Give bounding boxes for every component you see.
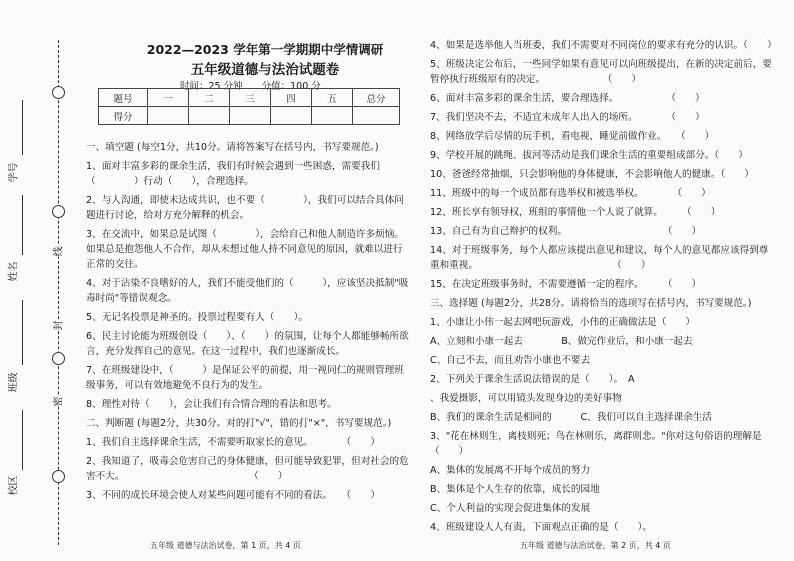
question-item: 1、小康让小伟一起去网吧玩游戏，小伟的正确做法是（ ） (430, 317, 696, 328)
score-entry[interactable] (230, 107, 271, 125)
score-entry[interactable] (189, 107, 230, 125)
option-line: B、集体是个人生存的依靠，成长的园地 (430, 484, 600, 495)
section-heading-true-false: 二、判断题 (每题2分，共30分。对的打"√"，错的打"×"，书写要规范。) (86, 418, 392, 429)
exam-title: 2022—2023 学年第一学期期中学情调研 (146, 42, 384, 57)
question-item: 3、不同的成长环境会使人对某些问题可能有不同的看法。 （ ） (86, 490, 380, 501)
score-cell: 五 (312, 89, 353, 107)
student-number-field[interactable] (22, 100, 23, 155)
question-item: 2、与人沟通，即使未达成共识，也不要（ ），我们可以结合具体问题进行讨论，给对方充分解释的机会。 (86, 195, 404, 221)
score-entry[interactable] (271, 107, 312, 125)
option-line: B、我们的课余生活是相同的 C、我们可以自主选择课余生活 (430, 412, 712, 423)
score-row-label: 得分 (99, 107, 148, 125)
student-number-label: 学号 (8, 162, 20, 183)
question-item: 2、我知道了，吸毒会危害自己的身体健康，但可能导致犯罪，但对社会的危害不大。 （ ） (86, 456, 409, 482)
question-item: 3、"花在林则生，离枝则死；鸟在林则乐，离群则悲。"你对这句俗语的理解是（ ） (430, 431, 762, 457)
question-item: 11、班级中的每一个成员都有选举权和被选举权。 （ ） (430, 188, 711, 199)
score-cell: 总分 (353, 89, 400, 107)
binding-strip (0, 0, 82, 561)
score-table (98, 88, 400, 125)
question-item: 15、在决定班级事务时，不需要遵循一定的程序。 （ ） (430, 279, 702, 290)
question-item: 5、无记名投票是神圣的。投票过程要有人（ ）。 (86, 312, 308, 323)
binding-hole (52, 470, 65, 483)
section-heading-multiple-choice: 三、选择题 (每题2分，共28分。请将恰当的选项写在括号内，书写要规范。) (430, 298, 752, 309)
score-entry[interactable] (353, 107, 400, 125)
question-item: 12、班长享有领导权，班组的事情他一个人说了就算。 （ ） (430, 207, 721, 218)
score-cell: 二 (189, 89, 230, 107)
campus-field[interactable] (22, 410, 23, 470)
exam-score: 分值：100 分 (261, 81, 321, 92)
binding-hole (52, 352, 65, 365)
option-line: A、集体的发展离不开每个成员的努力 (430, 465, 591, 476)
question-item: 7、在班级建设中，（ ）是保证公平的前提，用一视同仁的规则管理班级事务，可以有效地避免不良行为的发生。 (86, 365, 404, 391)
question-item: 1、面对丰富多彩的课余生活，我们有时候会遇到一些困惑，需要我们（ ）行动（ ），合理选择。 (86, 161, 380, 187)
option-line: C、个人利益的实现会促进集体的发展 (430, 503, 591, 514)
question-item: 3、在交流中，如果总是试图（ ），会给自己和他人制造许多烦恼。如果总是抱怨他人不合作，却从未想过他人持不同意见的原因，就难以进行正常的交往。 (86, 229, 404, 270)
score-entry[interactable] (312, 107, 353, 125)
exam-time: 时间：25 分钟 (180, 81, 243, 92)
name-label: 姓名 (8, 261, 20, 282)
question-item: 4、班级建设人人有责，下面观点正确的是（ ）。 (430, 522, 652, 533)
score-cell: 三 (230, 89, 271, 107)
binding-hole (52, 86, 65, 99)
option-line: 、我爱摄影，可以用镜头发现身边的美好事物 (430, 393, 622, 404)
score-cell: 题号 (99, 89, 148, 107)
question-item: 10、爸爸经常抽烟，只会影响他的身体健康，不会影响他人的健康。（ ） (430, 169, 755, 180)
exam-subtitle: 五年级道德与法治试题卷 (190, 62, 340, 78)
score-cell: 四 (271, 89, 312, 107)
question-item: 2、下列关于课余生活说法错误的是（ ）。 A (430, 374, 635, 385)
question-item: 6、民主讨论能为班级创设（ ）、（ ）的氛围，让每个人都能够畅所欲言，充分发挥自己的意见。在这一过程中，我们也逐渐成长。 (86, 331, 409, 357)
binding-hole (52, 205, 65, 218)
score-cell: 一 (148, 89, 189, 107)
score-entry[interactable] (148, 107, 189, 125)
right-column (430, 38, 775, 539)
question-item: 13、自己有为自己辩护的权利。 （ ） (430, 226, 702, 237)
score-table-score-row (99, 107, 400, 125)
campus-label: 校区 (8, 475, 20, 496)
class-field[interactable] (22, 300, 23, 365)
question-item: 1、我们自主选择课余生活，不需要听取家长的意见。 （ ） (86, 437, 380, 448)
question-item: 14、对于班级事务，每个人都应该提出意见和建议，每个人的意见都应该得到尊重和重视。 （ ） (430, 245, 769, 271)
question-item: 8、理性对待（ ），会让我们有合情合理的看法和思考。 (86, 399, 337, 410)
question-item: 9、学校开展的跳绳、拔河等活动是我们课余生活的重要组成部分。（ ） (430, 150, 748, 161)
score-table-header-row (99, 89, 400, 107)
question-item: 7、我们坚决不去，不适宜未成年人出入的场所。 （ ） (430, 112, 705, 123)
question-item: 8、网络放学后尽情的玩手机，看电视，睡觉前做作业。 （ ） (430, 131, 715, 142)
option-line: C、自己不去，而且劝告小康也不要去 (430, 355, 591, 366)
option-line: A、立刻和小康一起去 B、做完作业后，和小康一起去 (430, 336, 693, 347)
binding-char-feng: 封 (49, 321, 66, 331)
section-heading-fill-blank: 一、填空题 (每空1分，共10分。请将答案写在括号内，书写要规范。) (86, 142, 379, 153)
question-item: 5、班级决定公布后，一些同学如果有意见可以向班级提出，在新的决定前后，要暂停执行班级原有的决定。 （ ） (430, 59, 772, 85)
binding-char-mi: 密 (49, 397, 66, 407)
question-item: 6、面对丰富多彩的课余生活，要合理选择。 （ ） (430, 93, 705, 104)
left-column (86, 140, 412, 507)
name-field[interactable] (22, 195, 23, 255)
page-footer-left: 五年级 道德与法治试卷，第 1 页，共 4 页 (150, 541, 301, 550)
question-item: 4、如果是选举他人当班委，我们不需要对不同岗位的要求有充分的认识。（ ） (430, 40, 777, 51)
class-label: 班级 (8, 372, 20, 393)
question-item: 4、对于沾染不良嗜好的人，我们不能受他们的（ ），应该坚决抵制"吸毒时尚"等错误观念。 (86, 278, 409, 304)
page-footer-right: 五年级 道德与法治试卷，第 2 页，共 4 页 (520, 541, 671, 550)
binding-char-xian: 线 (49, 247, 66, 257)
